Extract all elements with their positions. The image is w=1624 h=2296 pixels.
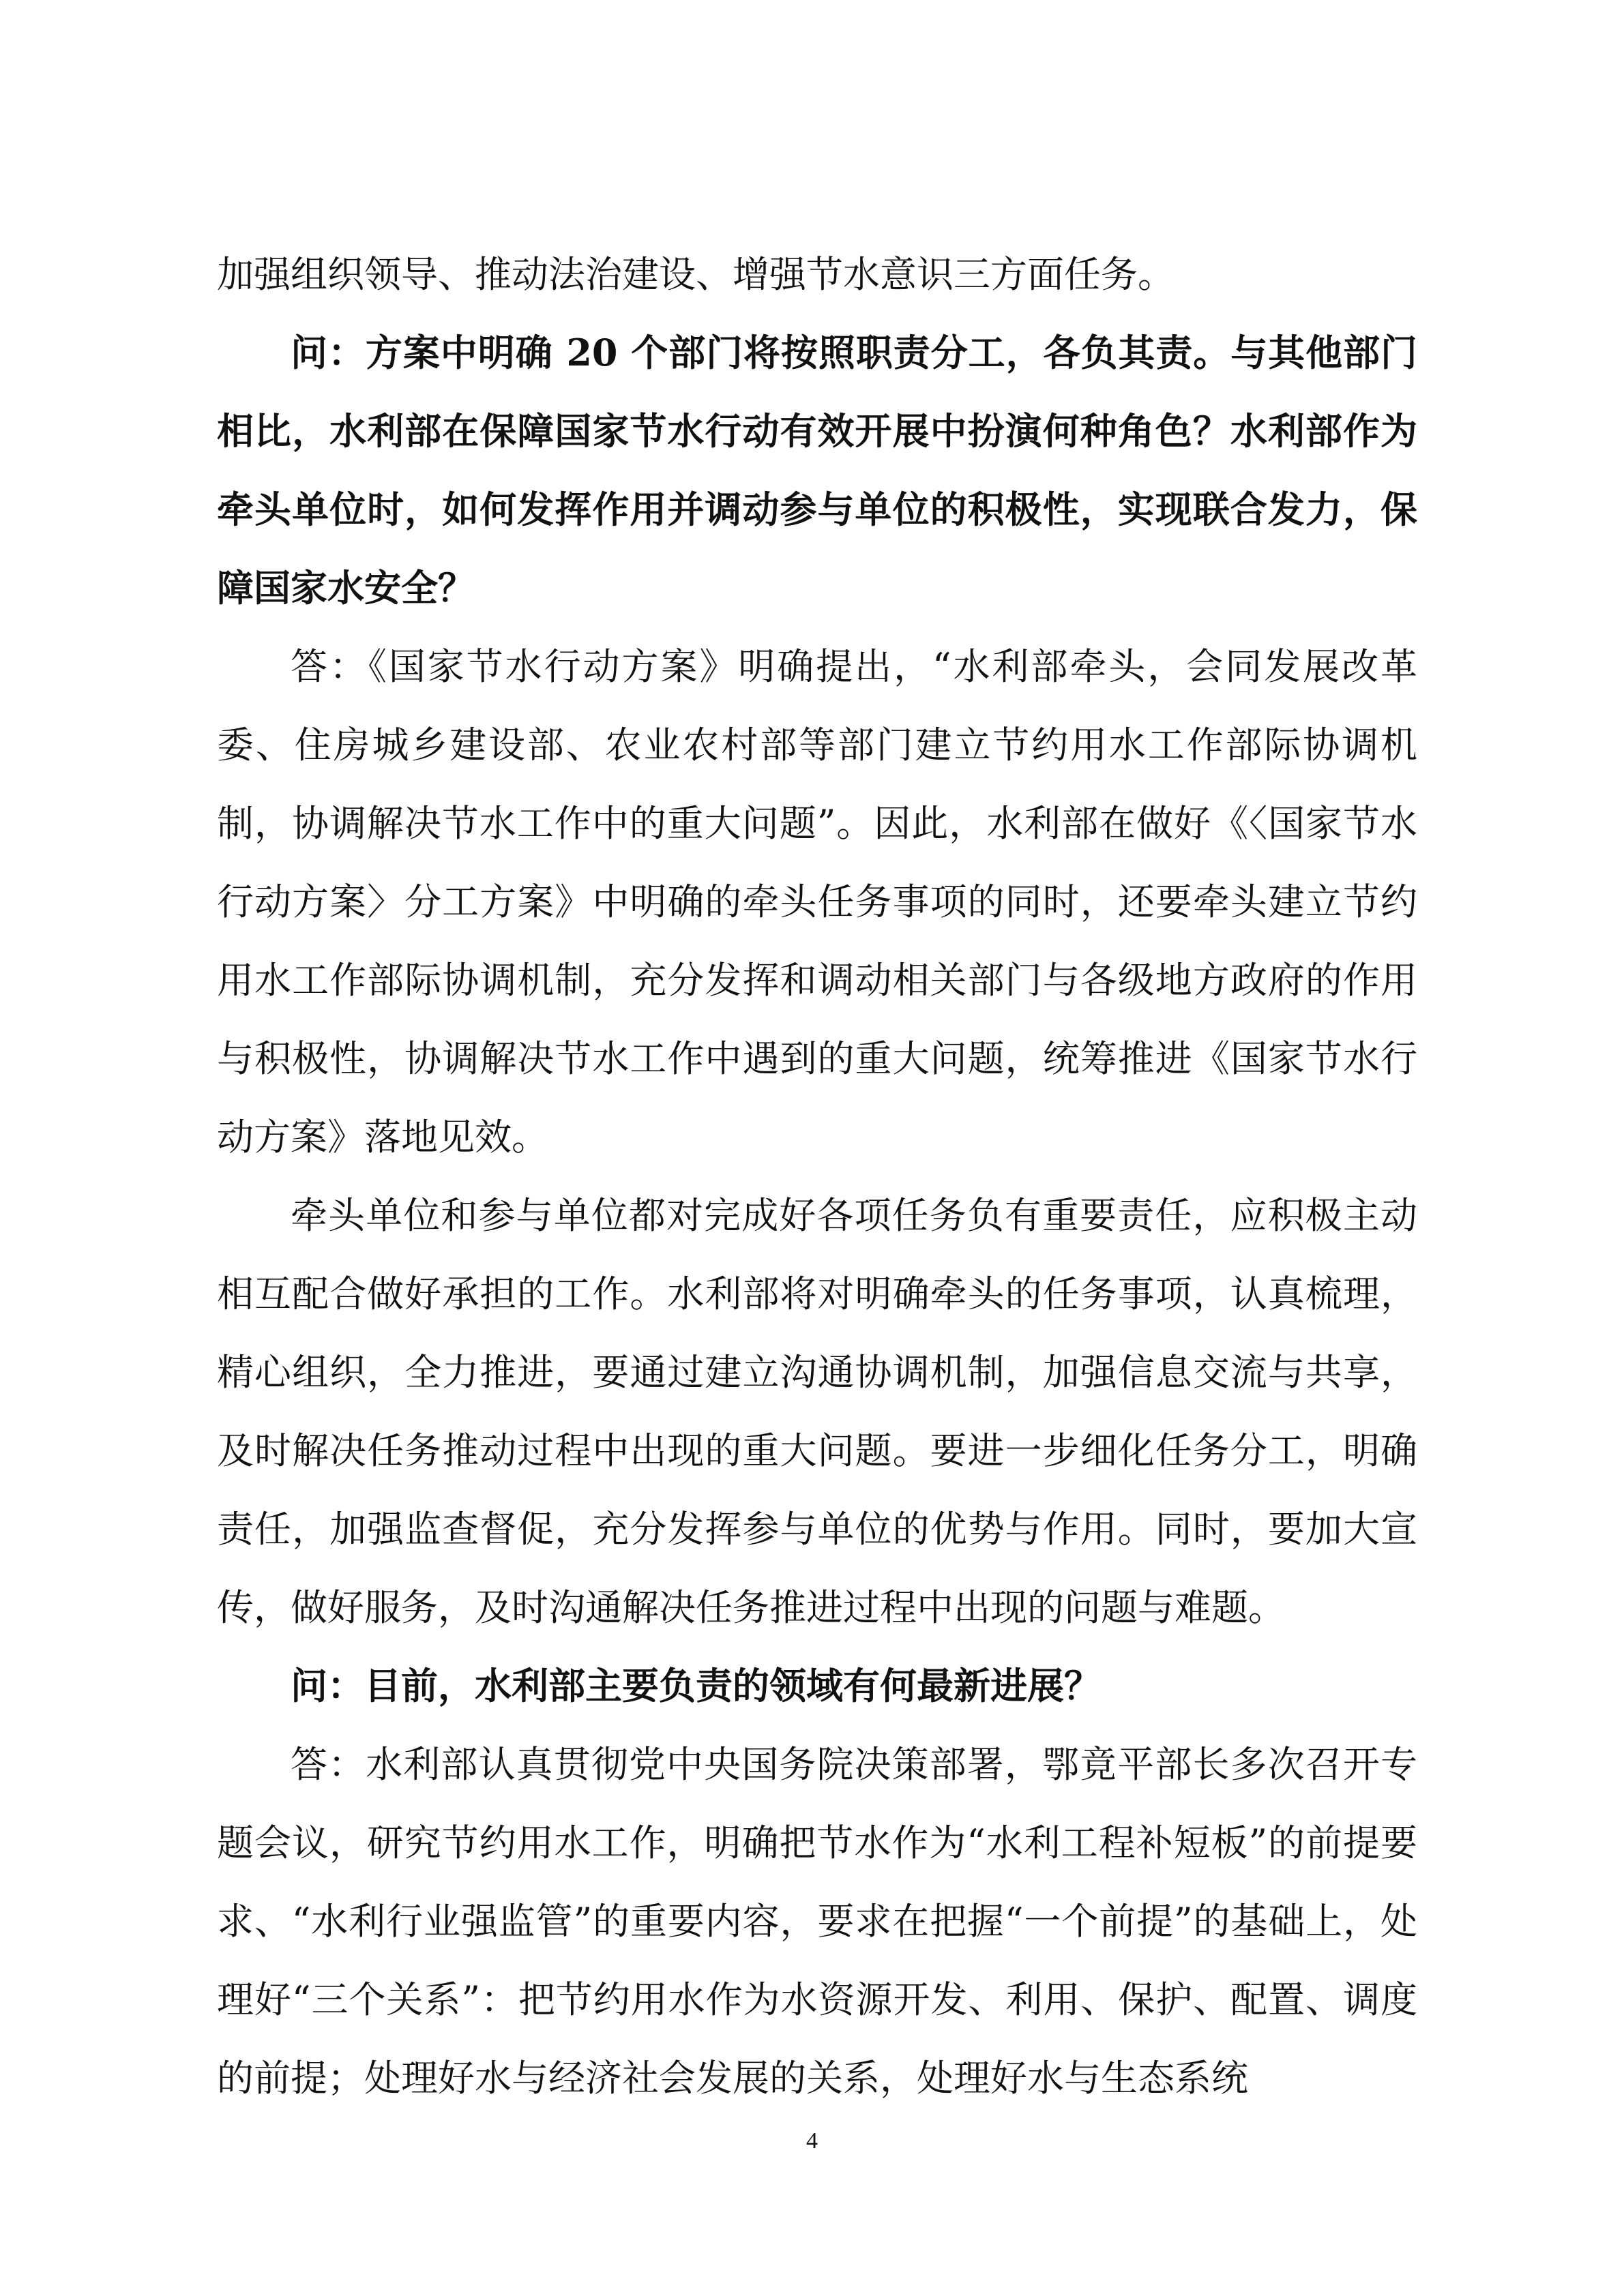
question-paragraph-2: 问：目前，水利部主要负责的领域有何最新进展？ (291, 1664, 1101, 1708)
answer-paragraph-3: 答：水利部认真贯彻党中央国务院决策部署，鄂竟平部长多次召开专题会议，研究节约用水工作，明确把节水作为“水利工程补短板”的前提要求、“水利行业强监管”的重要内容，要求在把握“一个前提”的基础上，处理好“三个关系”：把节约用水作为水资源开发、利用、保护、配置、调度的前提；处理好水与经济社会发展的关系，处理好水与生态系统 (217, 1743, 1417, 2100)
paragraph-continuation: 加强组织领导、推动法治建设、增强节水意识三方面任务。 (217, 253, 1175, 296)
answer-paragraph-2: 牵头单位和参与单位都对完成好各项任务负有重要责任，应积极主动相互配合做好承担的工作。水利部将对明确牵头的任务事项，认真梳理，精心组织，全力推进，要通过建立沟通协调机制，加强信息交流与共享，及时解决任务推动过程中出现的重大问题。要进一步细化任务分工，明确责任，加强监查督促，充分发挥参与单位的优势与作用。同时，要加大宣传，做好服务，及时沟通解决任务推进过程中出现的问题与难题。 (217, 1194, 1417, 1629)
answer-paragraph-1: 答：《国家节水行动方案》明确提出，“水利部牵头，会同发展改革委、住房城乡建设部、农业农村部等部门建立节约用水工作部际协调机制，协调解决节水工作中的重大问题”。因此，水利部在做好《〈国家节水行动方案〉分工方案》中明确的牵头任务事项的同时，还要牵头建立节约用水工作部际协调机制，充分发挥和调动相关部门与各级地方政府的作用与积极性，协调解决节水工作中遇到的重大问题，统筹推进《国家节水行动方案》落地见效。 (217, 645, 1417, 1159)
page-number: 4 (806, 2128, 818, 2153)
body-text (217, 235, 1417, 2117)
question-paragraph-1: 问：方案中明确 20 个部门将按照职责分工，各负其责。与其他部门相比，水利部在保障国家节水行动有效开展中扮演何种角色？水利部作为牵头单位时，如何发挥作用并调动参与单位的积极性，实现联合发力，保障国家水安全？ (217, 331, 1417, 610)
